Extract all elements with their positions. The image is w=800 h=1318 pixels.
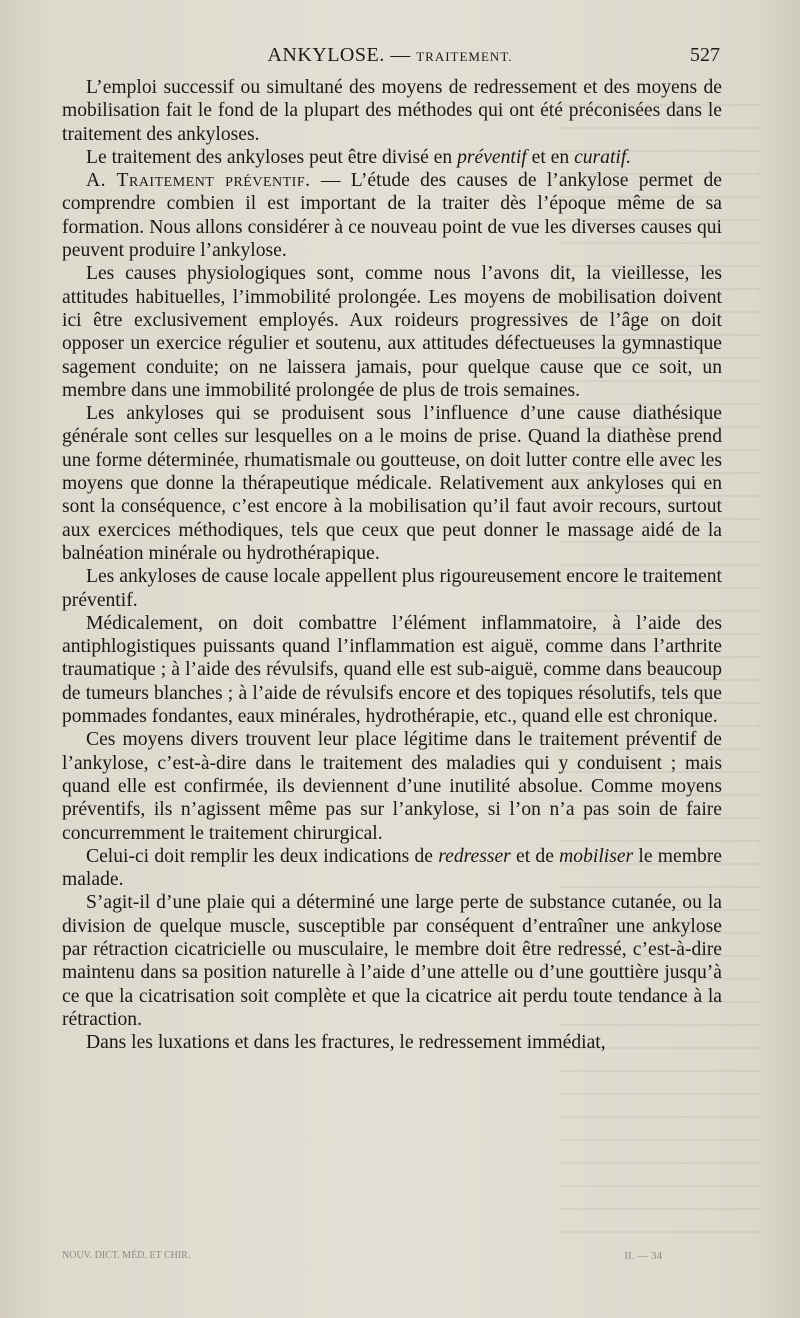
paragraph-2-text-b: et en — [526, 146, 575, 168]
body-text — [62, 76, 722, 1054]
paragraph-1: L’emploi successif ou simultané des moyens de redressement et des moyens de mobilisation fait le fond de la plupart des méthodes qui ont été préconisées dans le traitement des ankyloses. — [62, 77, 722, 145]
paragraph-7: Médicalement, on doit combattre l’élément inflammatoire, à l’aide des antiphlogistiques puissants quand l’inflammation est aiguë, comme dans l’arthrite traumatique ; à l’aide des révulsifs, quand elle est sub-aiguë, comme dans beaucoup de tumeurs blanches ; à l’aide de révulsifs encore et des topiques résolutifs, tels que pommades fondantes, eaux minérales, hydrothérapie, etc., quand elle est chronique. — [62, 612, 722, 728]
paragraph-2 — [62, 146, 722, 169]
running-title-main: ANKYLOSE. — — [267, 44, 417, 66]
paragraph-2-text-a: Le traitement des ankyloses peut être divisé en — [86, 146, 458, 168]
paragraph-9-emphasis-mobiliser: mobiliser — [559, 845, 634, 867]
paragraph-9-text-b: et de — [510, 845, 560, 867]
signature-right: II. — 34 — [624, 1250, 662, 1262]
running-title — [60, 44, 720, 67]
paragraph-6: Les ankyloses de cause locale appellent plus rigoureusement encore le traitement préventif. — [62, 566, 722, 611]
paragraph-3 — [62, 169, 722, 262]
section-heading-traitement-preventif: A. Traitement préventif. — [86, 170, 311, 192]
paragraph-8: Ces moyens divers trouvent leur place légitime dans le traitement préventif de l’ankylose, c’est-à-dire dans le traitement des maladies qui y conduisent ; mais quand elle est confirmée, ils deviennent d’une inutilité absolue. Comme moyens préventifs, ils n’agissent même pas sur l’ankylose, si l’on n’a pas soin de faire concurremment le traitement chirurgical. — [62, 729, 722, 844]
page-number: 527 — [690, 44, 720, 66]
paragraph-9-emphasis-redresser: redresser — [438, 845, 511, 867]
paragraph-4: Les causes physiologiques sont, comme nous l’avons dit, la vieillesse, les attitudes habituelles, l’immobilité prolongée. Les moyens de mobilisation doivent ici être exclusivement employés. Aux roideurs progressives de l’âge on doit opposer un exercice régulier et soutenu, aux attitudes défectueuses la gymnastique sagement conduite; on ne laissera jamais, pour quelque cause que ce soit, un membre dans une immobilité prolongée de plus de trois semaines. — [62, 263, 722, 401]
paragraph-9-text-a: Celui-ci doit remplir les deux indications de — [86, 845, 439, 867]
paragraph-9 — [62, 845, 722, 892]
paragraph-11: Dans les luxations et dans les fractures, le redressement immédiat, — [86, 1032, 606, 1054]
paragraph-3-text: — L’étude des causes de l’ankylose permet de comprendre combien il est important de la traiter dès l’époque même de sa formation. Nous allons considérer à ce nouveau point de vue les diverses causes qui peuvent produire l’ankylose. — [62, 170, 722, 262]
running-title-sub: TRAITEMENT. — [416, 49, 513, 64]
paragraph-9-text-c: le membre malade. — [62, 845, 722, 891]
paragraph-2-emphasis-curatif: curatif. — [574, 146, 632, 168]
signature-left: NOUV. DICT. MÉD. ET CHIR. — [62, 1250, 191, 1261]
printer-signature — [62, 1250, 722, 1270]
page-header — [60, 44, 720, 72]
paragraph-2-emphasis-preventif: préventif — [457, 146, 527, 168]
paragraph-5: Les ankyloses qui se produisent sous l’influence d’une cause diathésique générale sont celles sur lesquelles on a le moins de prise. Quand la diathèse prend une forme déterminée, rhumatismale ou goutteuse, on doit lutter contre elle avec les moyens que donne la thérapeutique médicale. Relativement aux ankyloses qui en sont la conséquence, c’est encore à la mobilisation qu’il faut avoir recours, surtout aux exercices méthodiques, tels que ceux que peut donner le massage aidé de la balnéation minérale ou hydrothérapique. — [62, 403, 722, 564]
paragraph-10: S’agit-il d’une plaie qui a déterminé une large perte de substance cutanée, ou la division de quelque muscle, susceptible par conséquent d’entraîner une ankylose par rétraction cicatricielle ou musculaire, le membre doit être redressé, c’est-à-dire maintenu dans sa position naturelle à l’aide d’une attelle ou d’une gouttière jusqu’à ce que la cicatrisation soit complète et que la cicatrice ait perdu toute tendance à la rétraction. — [62, 892, 722, 1030]
